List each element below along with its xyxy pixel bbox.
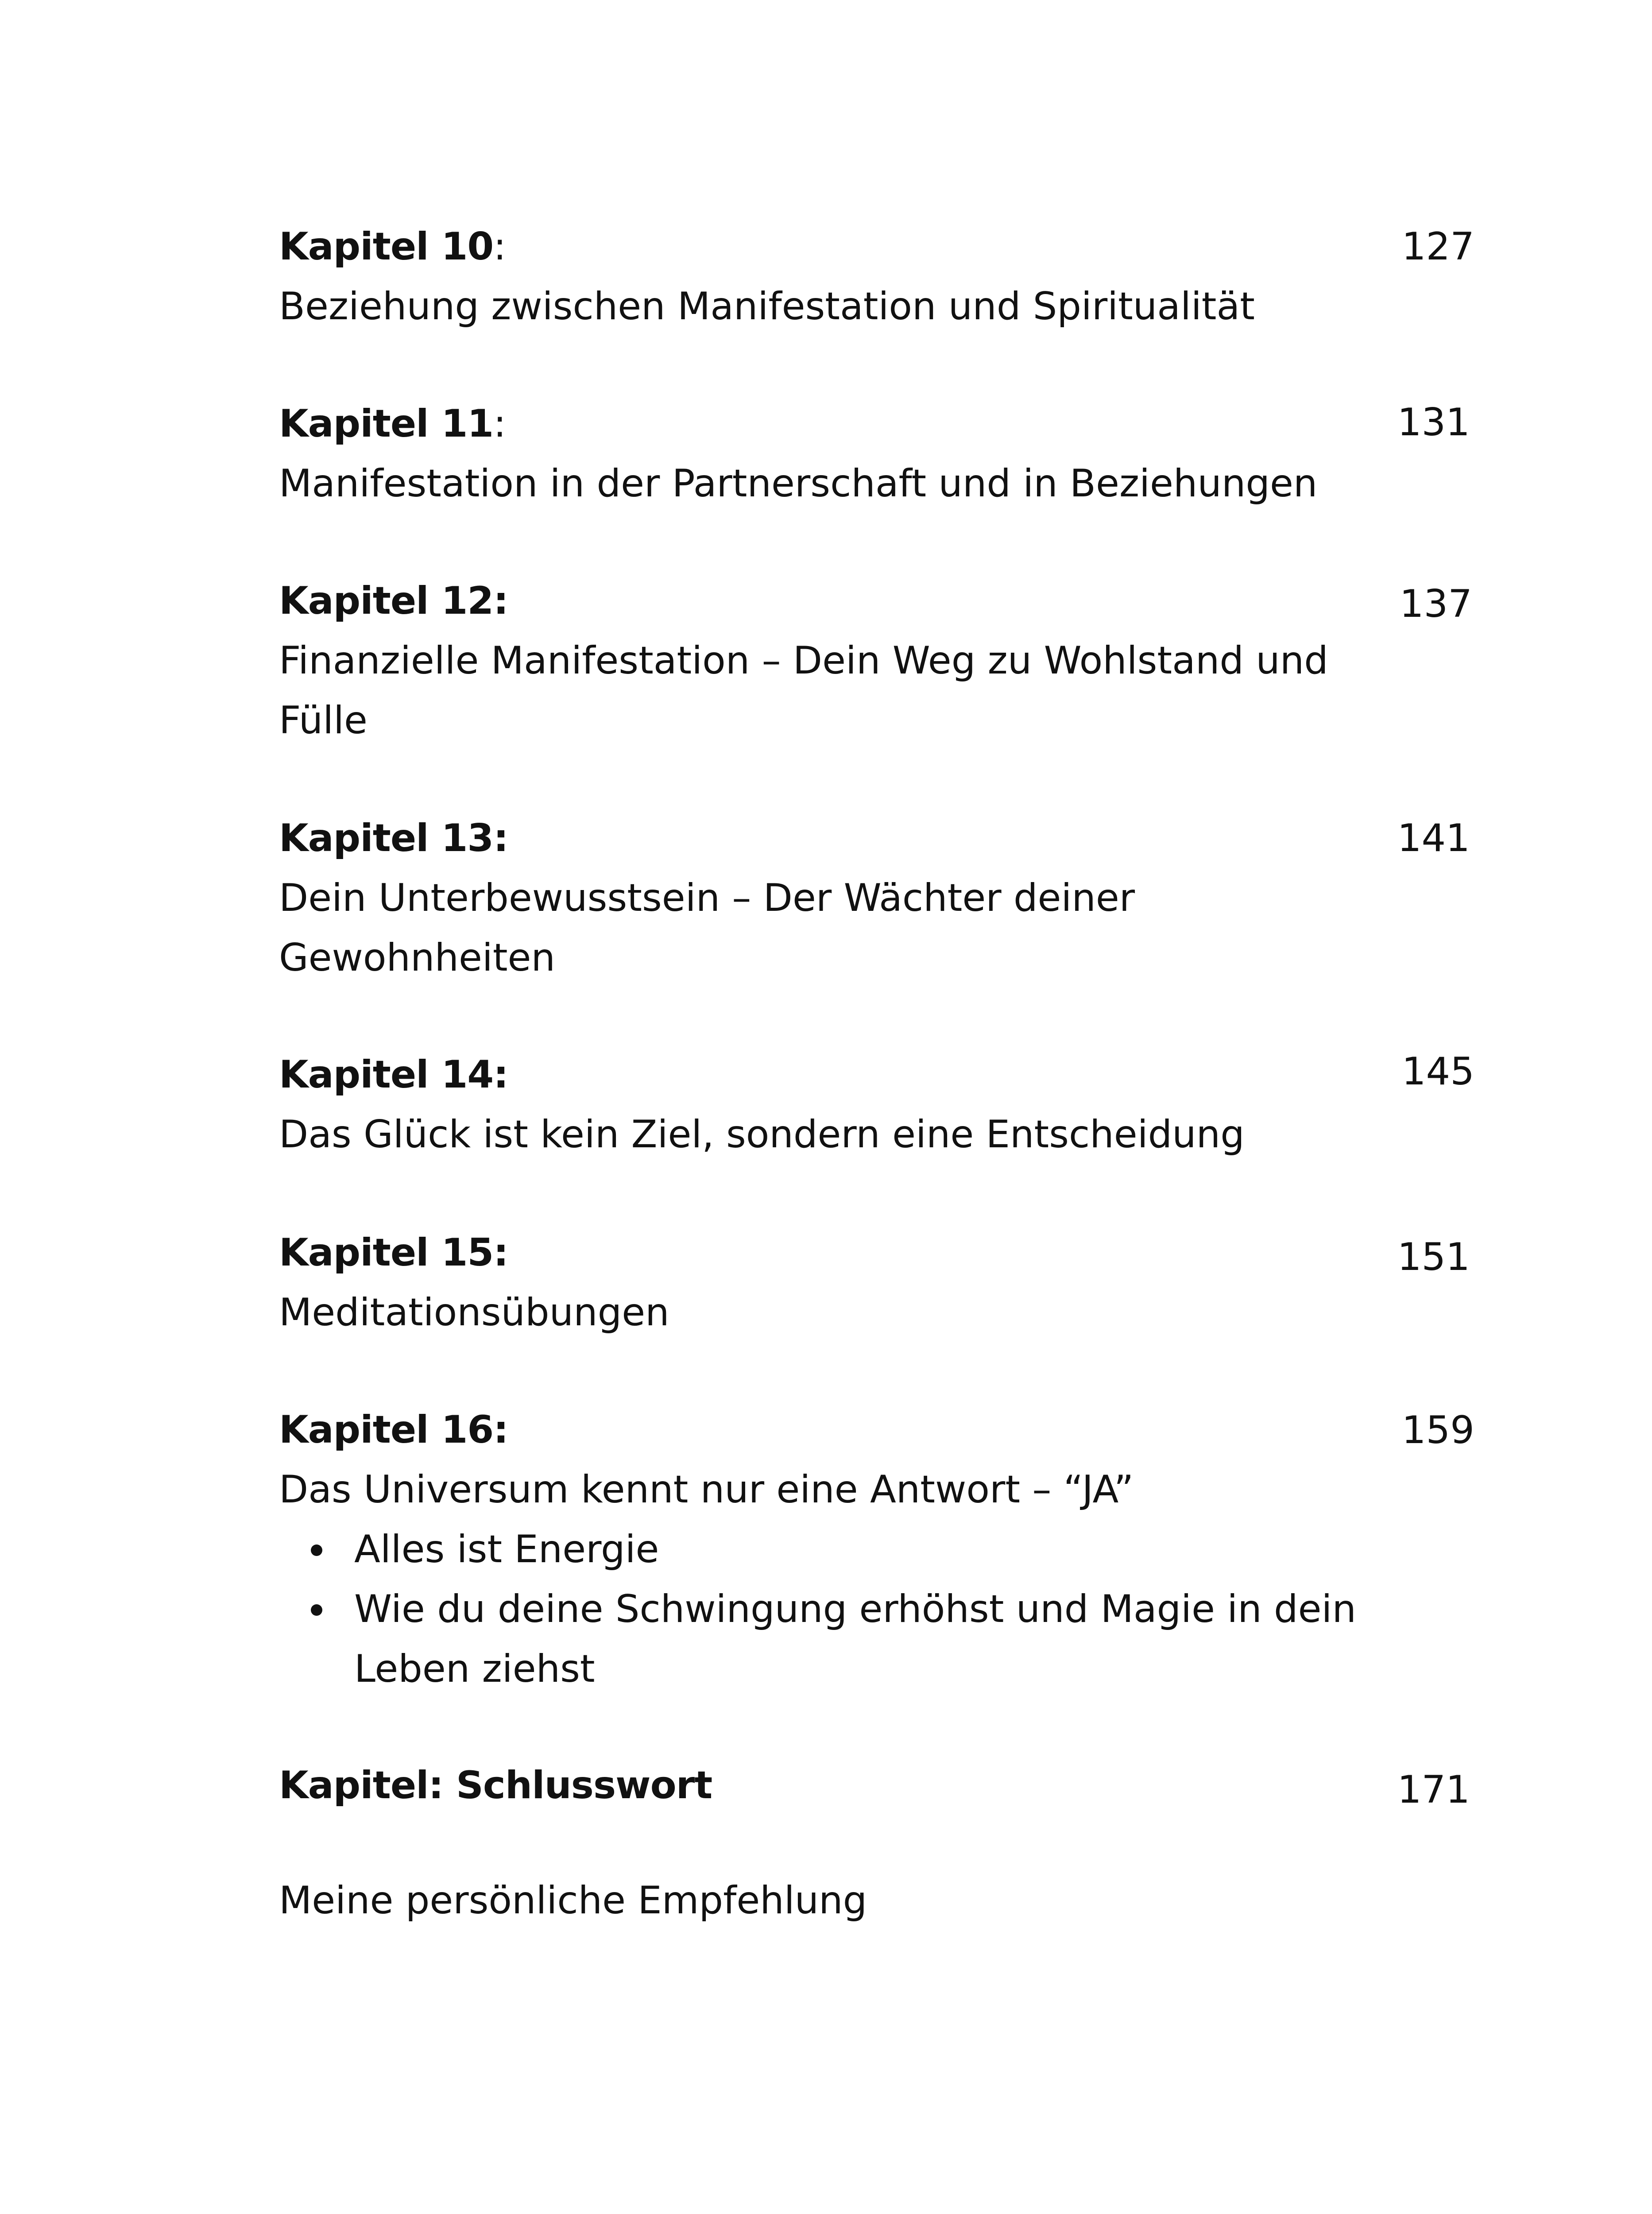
chapter-description: Manifestation in der Partnerschaft und in Beziehungen: [279, 461, 1318, 506]
page-number: 171: [1397, 1768, 1470, 1812]
chapter-description: Meditationsübungen: [279, 1290, 669, 1335]
chapter-title: Kapitel 16:: [279, 1408, 508, 1452]
bullet-icon: [311, 1544, 322, 1556]
bullet-icon: [311, 1604, 322, 1616]
toc-entry-kapitel-14: [279, 1045, 1497, 1165]
page-number: 141: [1397, 816, 1470, 860]
toc-entry-empfehlung: [279, 1871, 1497, 1931]
toc-entry-kapitel-10: [279, 217, 1497, 337]
subtopic-item: Wie du deine Schwingung erhöhst und Magie in dein Leben ziehst: [279, 1579, 1497, 1699]
chapter-title: Kapitel 14:: [279, 1053, 508, 1097]
chapter-title: Kapitel 10:: [279, 224, 506, 269]
toc-entry-schlusswort: [279, 1756, 1497, 1815]
chapter-subtopics: [279, 1520, 1497, 1699]
page-number: 159: [1401, 1408, 1474, 1452]
page-number: 137: [1399, 582, 1472, 626]
chapter-description: Beziehung zwischen Manifestation und Spiritualität: [279, 284, 1255, 329]
chapter-description: Das Universum kennt nur eine Antwort – “JA”: [279, 1467, 1134, 1512]
chapter-title: Kapitel 12:: [279, 579, 508, 623]
page-number: 145: [1401, 1049, 1474, 1094]
chapter-description: Dein Unterbewusstsein – Der Wächter deiner Gewohnheiten: [279, 876, 1135, 980]
chapter-title: Kapitel 13:: [279, 816, 508, 860]
toc-entry-kapitel-16: [279, 1400, 1497, 1699]
toc-entry-kapitel-15: [279, 1223, 1497, 1343]
chapter-title: Kapitel 15:: [279, 1231, 508, 1275]
toc-entry-kapitel-11: [279, 394, 1497, 514]
toc-entry-kapitel-13: [279, 809, 1497, 988]
page-number: 131: [1397, 400, 1470, 445]
subtopic-item: Alles ist Energie: [279, 1520, 1497, 1579]
toc-entry-kapitel-12: [279, 571, 1497, 751]
chapter-title: Kapitel: Schlusswort: [279, 1763, 712, 1808]
closing-line: Meine persönliche Empfehlung: [279, 1878, 867, 1923]
page-number: 127: [1401, 224, 1474, 269]
chapter-description: Das Glück ist kein Ziel, sondern eine Entscheidung: [279, 1112, 1245, 1157]
chapter-title: Kapitel 11:: [279, 402, 506, 446]
page-number: 151: [1397, 1235, 1470, 1279]
chapter-description: Finanzielle Manifestation – Dein Weg zu Wohlstand und Fülle: [279, 639, 1328, 743]
